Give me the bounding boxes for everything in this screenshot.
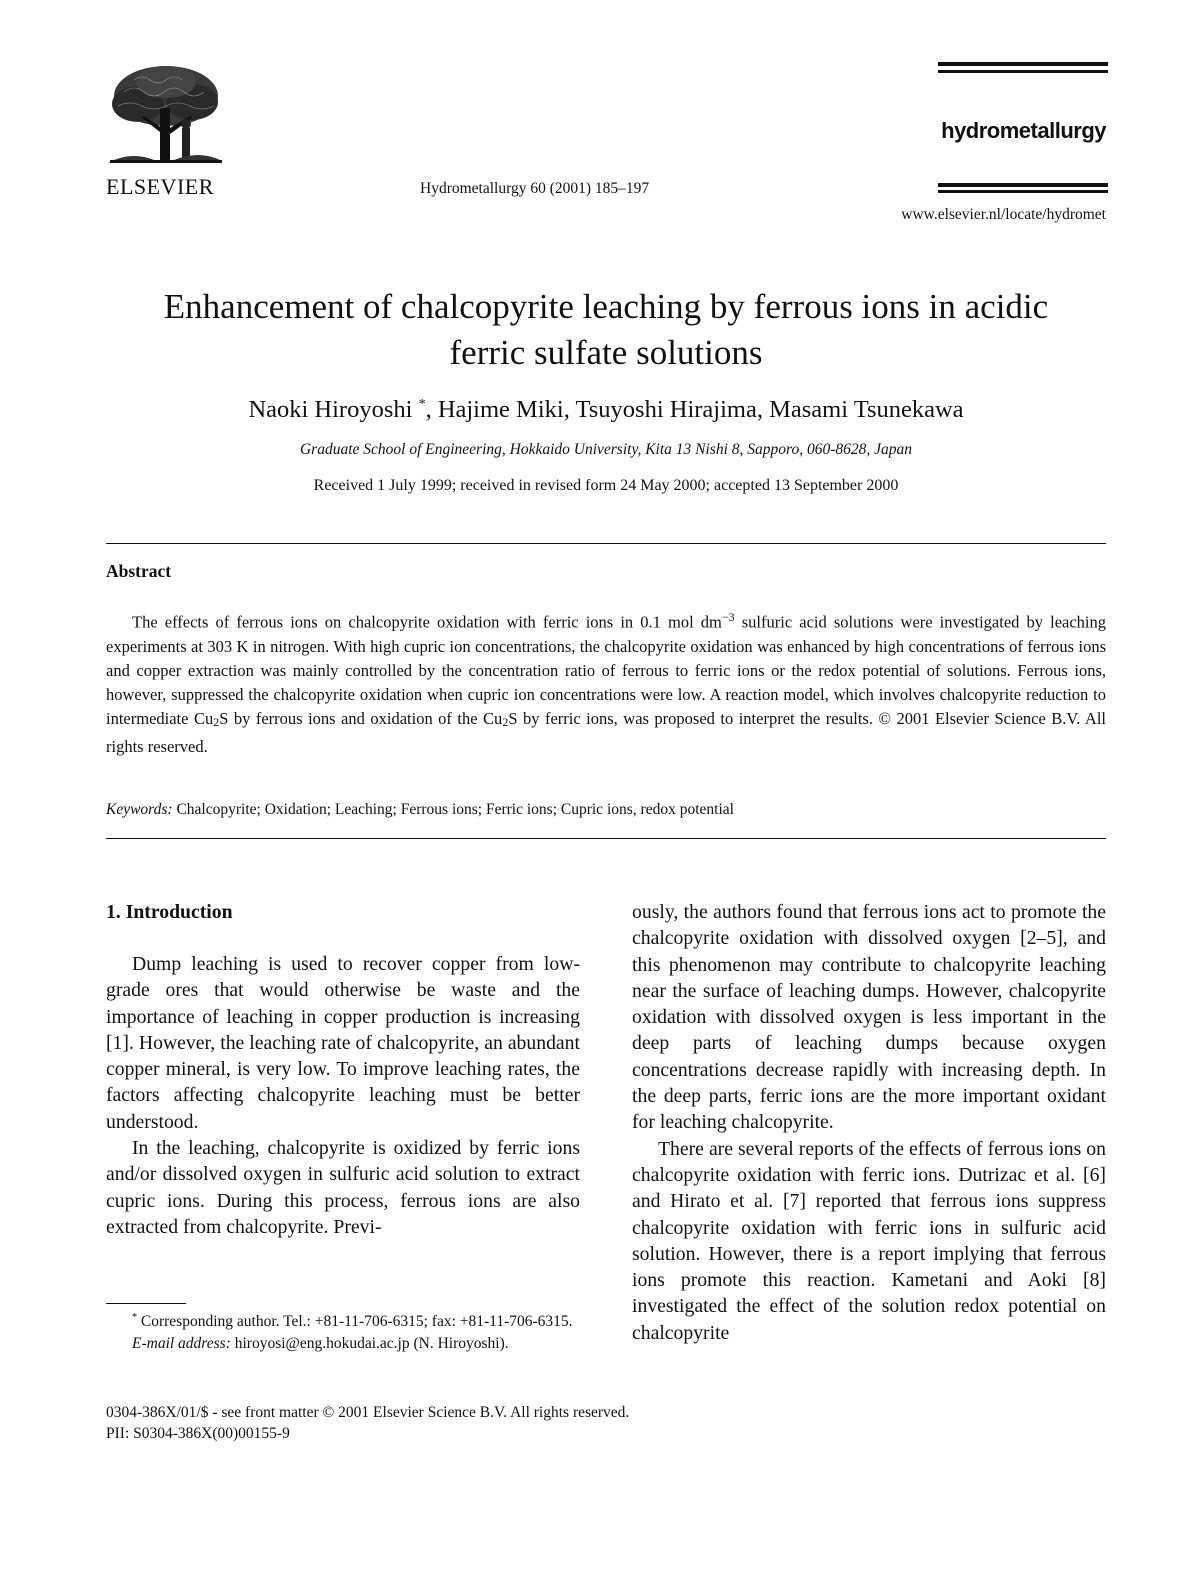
paragraph: There are several reports of the effects of ferrous ions on chalcopyrite oxidation with ferric ions. Dutrizac et al. [6] and Hirato et al. [7] reported that ferrous ions suppress chalcopyrite oxidation with ferric ions in sulfuric acid solution. However, there is a report implying that ferrous ions promote this reaction. Kametani and Aoki [8] investigated the effect of the solution redox potential on chalcopyrite	[632, 1137, 1106, 1344]
copyright-block	[106, 1402, 629, 1444]
publisher-wordmark: ELSEVIER	[106, 174, 214, 199]
footnote-rule	[106, 1303, 186, 1304]
header-rule-top-2	[938, 70, 1108, 73]
journal-name: hydrometallurgy	[941, 118, 1106, 143]
abstract-rule-top	[106, 543, 1106, 544]
title-line-2: ferric sulfate solutions	[449, 333, 763, 372]
keywords-label: Keywords:	[106, 801, 173, 818]
header-rule-top-1	[938, 62, 1108, 66]
body-column-left	[106, 899, 580, 1240]
journal-reference: Hydrometallurgy 60 (2001) 185–197	[420, 180, 650, 197]
email-address[interactable]: hiroyosi@eng.hokudai.ac.jp (N. Hiroyoshi).	[230, 1335, 509, 1353]
email-label: E-mail address:	[132, 1335, 231, 1353]
body-column-right	[632, 899, 1106, 1346]
paragraph: In the leaching, chalcopyrite is oxidized by ferric ions and/or dissolved oxygen in sulfuric acid solution to extract cupric ions. During this process, ferrous ions are also extracted from chalcopyrite. Previ-	[106, 1137, 580, 1238]
corresponding-mark[interactable]: *	[418, 396, 426, 412]
first-author[interactable]: Naoki Hiroyoshi	[248, 396, 413, 423]
paragraph: ously, the authors found that ferrous ions act to promote the chalcopyrite oxidation with dissolved oxygen [2–5], and this phenomenon may contribute to chalcopyrite leaching near the surface of leaching dumps. However, chalcopyrite oxidation with dissolved oxygen is less important in the deep parts of leaching dumps because oxygen concentrations decrease rapidly with increasing depth. In the deep parts, ferric ions are the more important oxidant for leaching chalcopyrite.	[632, 901, 1106, 1134]
other-authors: , Hajime Miki, Tsuyoshi Hirajima, Masami Tsunekawa	[425, 396, 964, 423]
journal-url-link[interactable]: www.elsevier.nl/locate/hydromet	[901, 206, 1106, 223]
footnote	[106, 1307, 580, 1355]
header-rule-bottom-1	[938, 183, 1108, 187]
pii-line: PII: S0304-386X(00)00155-9	[106, 1425, 290, 1442]
article-title	[90, 284, 1122, 376]
author-list	[90, 396, 1122, 424]
paragraph: Dump leaching is used to recover copper from low-grade ores that would otherwise be waste and the importance of leaching in copper production is increasing [1]. However, the leaching rate of chalcopyrite, an abundant copper mineral, is very low. To improve leaching rates, the factors affecting chalcopyrite leaching must be better understood.	[106, 953, 580, 1133]
corresponding-author-info: Corresponding author. Tel.: +81-11-706-6315; fax: +81-11-706-6315.	[137, 1313, 573, 1331]
abstract-body: The effects of ferrous ions on chalcopyrite oxidation with ferric ions in 0.1 mol $dm^{-3}$ sulfuric acid solutions were investigated by leaching experiments at 303 K in nitrogen. With high cupric ion concentrations, the chalcopyrite oxidation was enhanced by high concentrations of ferrous ions and copper extraction was mainly controlled by the concentration ratio of ferrous to ferric ions or the redox potential of solutions. Ferrous ions, however, suppressed the chalcopyrite oxidation when cupric ion concentrations were low. A reaction model, which involves chalcopyrite reduction to intermediate $Cu_2S$ by ferrous ions and oxidation of the $Cu_2S$ by ferric ions, was proposed to interpret the results. © 2001 Elsevier Science B.V. All rights reserved.	[106, 610, 1107, 756]
section-heading-introduction: 1. Introduction	[106, 901, 233, 923]
abstract-rule-bottom	[106, 838, 1106, 839]
footnote-mark: *	[132, 1312, 137, 1323]
affiliation: Graduate School of Engineering, Hokkaido University, Kita 13 Nishi 8, Sapporo, 060-8628, Japan	[299, 441, 913, 458]
keywords-list: Chalcopyrite; Oxidation; Leaching; Ferrous ions; Ferric ions; Cupric ions, redox potential	[172, 801, 734, 818]
keywords	[106, 801, 1106, 819]
received-dates: Received 1 July 1999; received in revised form 24 May 2000; accepted 13 September 2000	[313, 477, 899, 494]
title-line-1: Enhancement of chalcopyrite leaching by ferrous ions in acidic	[163, 287, 1049, 326]
header-rule-bottom-2	[938, 190, 1108, 193]
abstract-heading: Abstract	[106, 561, 172, 581]
copyright-line: 0304-386X/01/$ - see front matter © 2001 Elsevier Science B.V. All rights reserved.	[106, 1404, 630, 1421]
